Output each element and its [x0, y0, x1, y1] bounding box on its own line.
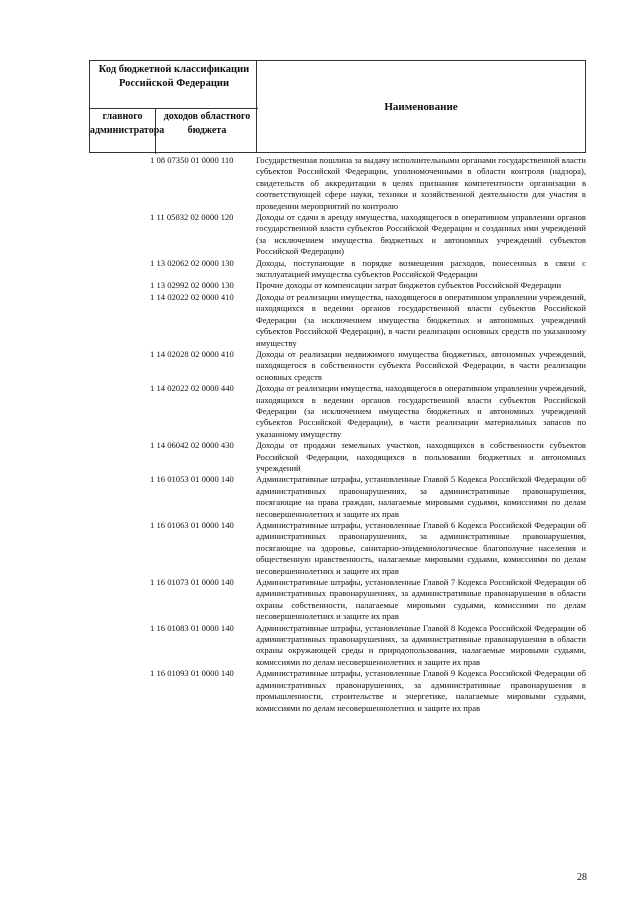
- table-row: [150, 623, 590, 669]
- revenue-code: 1 14 02022 02 0000 410: [150, 291, 234, 302]
- budget-code-title: Код бюджетной классификации Российской Федерации: [90, 61, 258, 109]
- revenue-description: Доходы от реализации имущества, находящегося в оперативном управлении учреждений, находящихся в ведении органов государственной власти субъектов Российской Федерации (за исключением имущества бюджетных и автономных учреждений субъектов Российской Федерации), в части реализации основных средств по указанному имуществу: [256, 291, 586, 348]
- revenue-code: 1 16 01053 01 0000 140: [150, 474, 234, 485]
- table-row: [150, 520, 590, 577]
- revenue-description: Административные штрафы, установленные Главой 7 Кодекса Российской Федерации об административных правонарушениях, за административные правонарушения в области охраны собственности, налагаемые мировыми судьями, комиссиями по делам несовершеннолетних и защите их прав: [256, 577, 586, 622]
- table-row: [150, 577, 590, 623]
- revenue-code: 1 14 02022 02 0000 440: [150, 383, 234, 394]
- table-row: [150, 474, 590, 520]
- revenue-code: 1 14 06042 02 0000 430: [150, 440, 234, 451]
- table-row: [150, 280, 590, 291]
- revenue-code: 1 16 01073 01 0000 140: [150, 577, 234, 588]
- table-row: [150, 258, 590, 281]
- name-column-header: Наименование: [256, 60, 586, 153]
- admin-column-header: главного администратора: [90, 109, 156, 154]
- revenue-description: Административные штрафы, установленные Главой 5 Кодекса Российской Федерации об административных правонарушениях, за административные правонарушения, посягающие на права граждан, налагаемые мировыми судьями, комиссиями по делам несовершеннолетних и защите их прав: [256, 474, 586, 519]
- revenue-code: 1 11 05032 02 0000 120: [150, 212, 234, 223]
- table-row: [150, 292, 590, 349]
- revenue-code: 1 14 02028 02 0000 410: [150, 348, 234, 359]
- revenue-description: Доходы от сдачи в аренду имущества, находящегося в оперативном управлении органов государственной власти субъектов Российской Федерации и созданных ими учреждений (за исключением имущества бюджетных и автономных учреждений субъектов Российской Федерации): [256, 212, 586, 257]
- table-row: [150, 440, 590, 474]
- revenue-description: Административные штрафы, установленные Главой 6 Кодекса Российской Федерации об административных правонарушениях, за административные правонарушения, посягающие на здоровье, санитарно-эпидемиологическое благополучие населения и общественную нравственность, налагаемые мировыми судьями, комиссиями по делам несовершеннолетних и защите их прав: [256, 520, 586, 576]
- revenue-description: Административные штрафы, установленные Главой 8 Кодекса Российской Федерации об административных правонарушениях, за административные правонарушения в области охраны окружающей среды и природопользования, налагаемые мировыми судьями, комиссиями по делам несовершеннолетних и защите их прав: [256, 622, 586, 667]
- revenue-code: 1 16 01083 01 0000 140: [150, 622, 234, 633]
- revenue-description: Доходы, поступающие в порядке возмещения расходов, понесенных в связи с эксплуатацией имущества субъектов Российской Федерации: [256, 257, 586, 280]
- page-number: 28: [577, 872, 587, 883]
- budget-code-header: [89, 60, 257, 153]
- revenue-code: 1 16 01063 01 0000 140: [150, 520, 234, 530]
- table-row: [150, 212, 590, 258]
- revenue-description: Административные штрафы, установленные Главой 9 Кодекса Российской Федерации об административных правонарушениях, за административные правонарушения в промышленности, строительстве и энергетике, налагаемые мировыми судьями, комиссиями по делам несовершеннолетних и защите их прав: [256, 668, 586, 713]
- table-row: [150, 155, 590, 212]
- revenue-description: Доходы от продажи земельных участков, находящихся в собственности субъектов Российской Федерации, находящихся в пользовании бюджетных и автономных учреждений: [256, 440, 586, 473]
- table-row: [150, 668, 590, 714]
- revenue-code: 1 13 02062 02 0000 130: [150, 257, 234, 268]
- revenue-code: 1 08 07350 01 0000 110: [150, 155, 234, 165]
- table-row: [150, 383, 590, 440]
- revenue-code: 1 16 01093 01 0000 140: [150, 668, 234, 679]
- table-row: [150, 349, 590, 383]
- revenue-code: 1 13 02992 02 0000 130: [150, 280, 234, 291]
- revenue-description: Прочие доходы от компенсации затрат бюджетов субъектов Российской Федерации: [256, 280, 562, 291]
- revenue-description: Доходы от реализации имущества, находящегося в оперативном управлении учреждений, находящихся в ведении органов государственной власти субъектов Российской Федерации (за исключением имущества бюджетных и автономных учреждений субъектов Российской Федерации), в части реализации материальных запасов по указанному имуществу: [256, 383, 586, 439]
- revenue-table: [150, 155, 590, 714]
- revenue-description: Государственная пошлина за выдачу исполнительными органами государственной власти субъектов Российской Федерации, уполномоченными в области контроля (надзора), свидетельств об аккредитации в целях признания компетентности организации в соответствующей сфере науки, техники и хозяйственной деятельности для участия в проведении мероприятий по контролю: [256, 155, 586, 211]
- revenue-column-header: доходов областного бюджета: [163, 111, 251, 136]
- revenue-description: Доходы от реализации недвижимого имущества бюджетных, автономных учреждений, находящегося в собственности субъекта Российской Федерации, в части реализации основных средств: [256, 348, 586, 382]
